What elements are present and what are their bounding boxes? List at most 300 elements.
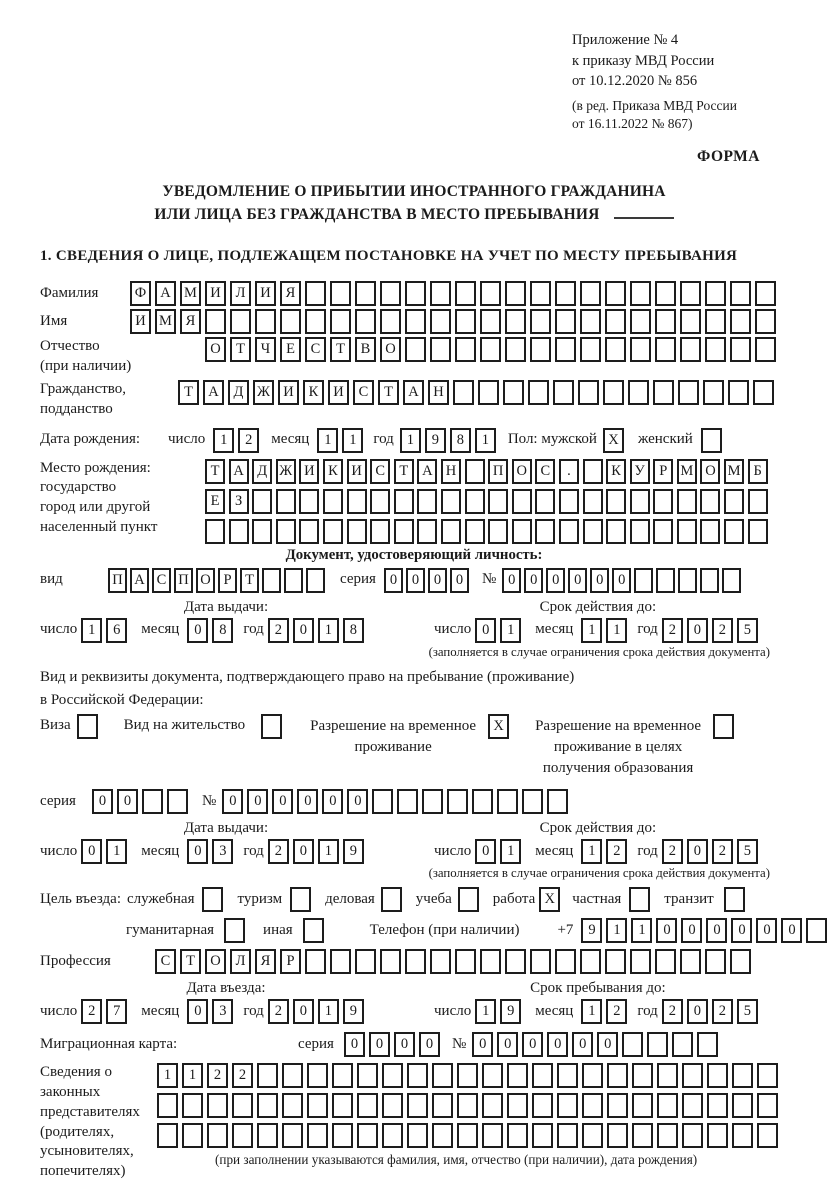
patronymic-grid-cell-10[interactable] xyxy=(430,337,451,362)
profession-grid-cell-23[interactable] xyxy=(705,949,726,974)
permit-series-grid-cell-4[interactable] xyxy=(167,789,188,814)
entry-month-grid-cell-2[interactable]: 3 xyxy=(212,999,233,1024)
representatives-grid-row1-cell-13[interactable] xyxy=(457,1063,478,1088)
patronymic-grid-cell-8[interactable]: О xyxy=(380,337,401,362)
birthplace-grid-row3-cell-3[interactable] xyxy=(252,519,272,544)
representatives-grid-row1-cell-1[interactable]: 1 xyxy=(157,1063,178,1088)
birthplace-grid-row3-cell-24[interactable] xyxy=(748,519,768,544)
permit-valid-month-grid-cell-2[interactable]: 2 xyxy=(606,839,627,864)
representatives-grid-row1-cell-25[interactable] xyxy=(757,1063,778,1088)
purpose-humanitarian-checkbox-cell-1[interactable] xyxy=(224,918,245,943)
profession-grid-cell-14[interactable] xyxy=(480,949,501,974)
profession-grid-cell-5[interactable]: Я xyxy=(255,949,276,974)
doc-number-grid-cell-9[interactable] xyxy=(678,568,697,593)
citizenship-grid-cell-24[interactable] xyxy=(753,380,774,405)
citizenship-grid-cell-10[interactable]: А xyxy=(403,380,424,405)
migration-number-grid-cell-3[interactable]: 0 xyxy=(522,1032,543,1057)
doc-issue-year-grid-cell-3[interactable]: 1 xyxy=(318,618,339,643)
permit-series-grid-cell-1[interactable]: 0 xyxy=(92,789,113,814)
surname-grid-cell-10[interactable] xyxy=(355,281,376,306)
birthplace-grid-row2-cell-20[interactable] xyxy=(653,489,673,514)
birthplace-grid-row1-cell-20[interactable]: Р xyxy=(653,459,673,484)
birthplace-grid-row2-cell-24[interactable] xyxy=(748,489,768,514)
birthplace-grid-row2-cell-3[interactable] xyxy=(252,489,272,514)
profession-grid-cell-2[interactable]: Т xyxy=(180,949,201,974)
birthplace-grid-row2-cell-5[interactable] xyxy=(299,489,319,514)
phone-grid-cell-2[interactable]: 1 xyxy=(606,918,627,943)
representatives-grid-row2-cell-5[interactable] xyxy=(257,1093,278,1118)
profession-grid-cell-22[interactable] xyxy=(680,949,701,974)
citizenship-grid-cell-9[interactable]: Т xyxy=(378,380,399,405)
stay-day-grid-cell-1[interactable]: 1 xyxy=(475,999,496,1024)
representatives-grid-row3-cell-2[interactable] xyxy=(182,1123,203,1148)
surname-grid-cell-22[interactable] xyxy=(655,281,676,306)
representatives-grid-row1-cell-24[interactable] xyxy=(732,1063,753,1088)
birthplace-grid-row3-cell-18[interactable] xyxy=(606,519,626,544)
doc-issue-year-grid-cell-4[interactable]: 8 xyxy=(343,618,364,643)
doc-valid-year-grid-cell-1[interactable]: 2 xyxy=(662,618,683,643)
profession-grid-cell-6[interactable]: Р xyxy=(280,949,301,974)
phone-grid-cell-1[interactable]: 9 xyxy=(581,918,602,943)
purpose-tourism-checkbox-cell-1[interactable] xyxy=(290,887,311,912)
surname-grid-cell-2[interactable]: А xyxy=(155,281,176,306)
permit-number-grid-cell-2[interactable]: 0 xyxy=(247,789,268,814)
purpose-work-checkbox-cell-1[interactable]: X xyxy=(539,887,560,912)
given-name-grid-cell-17[interactable] xyxy=(530,309,551,334)
permit-series-grid-cell-2[interactable]: 0 xyxy=(117,789,138,814)
representatives-grid-row3-cell-25[interactable] xyxy=(757,1123,778,1148)
permit-number-grid-cell-13[interactable] xyxy=(522,789,543,814)
birthplace-grid-row3-cell-20[interactable] xyxy=(653,519,673,544)
given-name-grid-cell-15[interactable] xyxy=(480,309,501,334)
surname-grid-cell-21[interactable] xyxy=(630,281,651,306)
representatives-grid-row3-cell-20[interactable] xyxy=(632,1123,653,1148)
birthplace-grid-row1-cell-12[interactable] xyxy=(465,459,485,484)
given-name-grid-cell-23[interactable] xyxy=(680,309,701,334)
doc-issue-month-grid-cell-1[interactable]: 0 xyxy=(187,618,208,643)
representatives-grid-row2-cell-4[interactable] xyxy=(232,1093,253,1118)
representatives-grid-row3-cell-10[interactable] xyxy=(382,1123,403,1148)
representatives-grid-row1-cell-21[interactable] xyxy=(657,1063,678,1088)
representatives-grid-row3-cell-7[interactable] xyxy=(307,1123,328,1148)
profession-grid-cell-4[interactable]: Л xyxy=(230,949,251,974)
given-name-grid-cell-1[interactable]: И xyxy=(130,309,151,334)
representatives-grid-row3-cell-18[interactable] xyxy=(582,1123,603,1148)
doc-number-grid-cell-3[interactable]: 0 xyxy=(546,568,565,593)
patronymic-grid-cell-2[interactable]: Т xyxy=(230,337,251,362)
birthplace-grid-row3-cell-16[interactable] xyxy=(559,519,579,544)
representatives-grid-row1-cell-14[interactable] xyxy=(482,1063,503,1088)
given-name-grid-cell-5[interactable] xyxy=(230,309,251,334)
birthplace-grid-row3-cell-23[interactable] xyxy=(724,519,744,544)
birthplace-grid-row1-cell-14[interactable]: О xyxy=(512,459,532,484)
profession-grid-cell-19[interactable] xyxy=(605,949,626,974)
doc-type-grid-cell-5[interactable]: О xyxy=(196,568,215,593)
birthplace-grid-row3-cell-12[interactable] xyxy=(465,519,485,544)
birthplace-grid-row1-cell-1[interactable]: Т xyxy=(205,459,225,484)
citizenship-grid-cell-13[interactable] xyxy=(478,380,499,405)
birth-day-grid-cell-1[interactable]: 1 xyxy=(213,428,234,453)
citizenship-grid-cell-1[interactable]: Т xyxy=(178,380,199,405)
permit-series-grid-cell-3[interactable] xyxy=(142,789,163,814)
permit-issue-day-grid-cell-2[interactable]: 1 xyxy=(106,839,127,864)
given-name-grid-cell-13[interactable] xyxy=(430,309,451,334)
profession-grid-cell-9[interactable] xyxy=(355,949,376,974)
given-name-grid-cell-24[interactable] xyxy=(705,309,726,334)
doc-type-grid-cell-8[interactable] xyxy=(262,568,281,593)
doc-number-grid-cell-11[interactable] xyxy=(722,568,741,593)
permit-number-grid-cell-10[interactable] xyxy=(447,789,468,814)
birthplace-grid-row2-cell-14[interactable] xyxy=(512,489,532,514)
doc-issue-month-grid-cell-2[interactable]: 8 xyxy=(212,618,233,643)
representatives-grid-row3-cell-8[interactable] xyxy=(332,1123,353,1148)
patronymic-grid-cell-18[interactable] xyxy=(630,337,651,362)
permit-issue-year-grid-cell-4[interactable]: 9 xyxy=(343,839,364,864)
given-name-grid-cell-14[interactable] xyxy=(455,309,476,334)
permit-number-grid-cell-3[interactable]: 0 xyxy=(272,789,293,814)
given-name-grid-cell-10[interactable] xyxy=(355,309,376,334)
permit-number-grid-cell-12[interactable] xyxy=(497,789,518,814)
representatives-grid-row2-cell-23[interactable] xyxy=(707,1093,728,1118)
surname-grid-cell-7[interactable]: Я xyxy=(280,281,301,306)
birthplace-grid-row1-cell-23[interactable]: М xyxy=(724,459,744,484)
birthplace-grid-row3-cell-4[interactable] xyxy=(276,519,296,544)
patronymic-grid-cell-22[interactable] xyxy=(730,337,751,362)
representatives-grid-row2-cell-16[interactable] xyxy=(532,1093,553,1118)
profession-grid-cell-12[interactable] xyxy=(430,949,451,974)
representatives-grid-row1-cell-5[interactable] xyxy=(257,1063,278,1088)
phone-grid-cell-10[interactable] xyxy=(806,918,827,943)
representatives-grid-row3-cell-1[interactable] xyxy=(157,1123,178,1148)
purpose-study-checkbox-cell-1[interactable] xyxy=(458,887,479,912)
representatives-grid-row1-cell-18[interactable] xyxy=(582,1063,603,1088)
citizenship-grid-cell-14[interactable] xyxy=(503,380,524,405)
patronymic-grid-cell-16[interactable] xyxy=(580,337,601,362)
given-name-grid-cell-8[interactable] xyxy=(305,309,326,334)
representatives-grid-row2-cell-8[interactable] xyxy=(332,1093,353,1118)
birthplace-grid-row1-cell-19[interactable]: У xyxy=(630,459,650,484)
representatives-grid-row1-cell-23[interactable] xyxy=(707,1063,728,1088)
migration-series-grid-cell-4[interactable]: 0 xyxy=(419,1032,440,1057)
representatives-grid-row2-cell-6[interactable] xyxy=(282,1093,303,1118)
birthplace-grid-row2-cell-1[interactable]: Е xyxy=(205,489,225,514)
doc-type-grid-cell-3[interactable]: С xyxy=(152,568,171,593)
representatives-grid-row3-cell-16[interactable] xyxy=(532,1123,553,1148)
birthplace-grid-row2-cell-17[interactable] xyxy=(583,489,603,514)
doc-valid-month-grid-cell-1[interactable]: 1 xyxy=(581,618,602,643)
birth-year-grid-cell-3[interactable]: 8 xyxy=(450,428,471,453)
doc-valid-day-grid-cell-2[interactable]: 1 xyxy=(500,618,521,643)
birthplace-grid-row2-cell-10[interactable] xyxy=(417,489,437,514)
representatives-grid-row3-cell-19[interactable] xyxy=(607,1123,628,1148)
entry-year-grid-cell-3[interactable]: 1 xyxy=(318,999,339,1024)
representatives-grid-row1-cell-7[interactable] xyxy=(307,1063,328,1088)
permit-issue-year-grid-cell-1[interactable]: 2 xyxy=(268,839,289,864)
birthplace-grid-row2-cell-6[interactable] xyxy=(323,489,343,514)
migration-number-grid-cell-4[interactable]: 0 xyxy=(547,1032,568,1057)
entry-year-grid-cell-1[interactable]: 2 xyxy=(268,999,289,1024)
representatives-grid-row1-cell-17[interactable] xyxy=(557,1063,578,1088)
given-name-grid-cell-4[interactable] xyxy=(205,309,226,334)
birthplace-grid-row3-cell-9[interactable] xyxy=(394,519,414,544)
birthplace-grid-row1-cell-8[interactable]: С xyxy=(370,459,390,484)
given-name-grid-cell-21[interactable] xyxy=(630,309,651,334)
entry-year-grid-cell-4[interactable]: 9 xyxy=(343,999,364,1024)
purpose-other-checkbox-cell-1[interactable] xyxy=(303,918,324,943)
doc-type-grid-cell-6[interactable]: Р xyxy=(218,568,237,593)
permit-valid-year-grid-cell-2[interactable]: 0 xyxy=(687,839,708,864)
birthplace-grid-row3-cell-19[interactable] xyxy=(630,519,650,544)
doc-valid-month-grid-cell-2[interactable]: 1 xyxy=(606,618,627,643)
representatives-grid-row2-cell-17[interactable] xyxy=(557,1093,578,1118)
profession-grid-cell-3[interactable]: О xyxy=(205,949,226,974)
migration-series-grid-cell-2[interactable]: 0 xyxy=(369,1032,390,1057)
profession-grid-cell-11[interactable] xyxy=(405,949,426,974)
surname-grid-cell-12[interactable] xyxy=(405,281,426,306)
surname-grid-cell-14[interactable] xyxy=(455,281,476,306)
patronymic-grid-cell-12[interactable] xyxy=(480,337,501,362)
birthplace-grid-row2-cell-23[interactable] xyxy=(724,489,744,514)
representatives-grid-row1-cell-12[interactable] xyxy=(432,1063,453,1088)
birthplace-grid-row2-cell-4[interactable] xyxy=(276,489,296,514)
birthplace-grid-row1-cell-22[interactable]: О xyxy=(700,459,720,484)
representatives-grid-row1-cell-20[interactable] xyxy=(632,1063,653,1088)
surname-grid-cell-15[interactable] xyxy=(480,281,501,306)
phone-grid-cell-5[interactable]: 0 xyxy=(681,918,702,943)
permit-issue-month-grid-cell-1[interactable]: 0 xyxy=(187,839,208,864)
representatives-grid-row1-cell-16[interactable] xyxy=(532,1063,553,1088)
permit-number-grid-cell-14[interactable] xyxy=(547,789,568,814)
representatives-grid-row2-cell-10[interactable] xyxy=(382,1093,403,1118)
patronymic-grid-cell-14[interactable] xyxy=(530,337,551,362)
doc-valid-year-grid-cell-4[interactable]: 5 xyxy=(737,618,758,643)
patronymic-grid-cell-19[interactable] xyxy=(655,337,676,362)
representatives-grid-row2-cell-2[interactable] xyxy=(182,1093,203,1118)
doc-series-grid-cell-3[interactable]: 0 xyxy=(428,568,447,593)
profession-grid-cell-8[interactable] xyxy=(330,949,351,974)
birthplace-grid-row1-cell-10[interactable]: А xyxy=(417,459,437,484)
birthplace-grid-row2-cell-16[interactable] xyxy=(559,489,579,514)
patronymic-grid-cell-6[interactable]: Т xyxy=(330,337,351,362)
migration-number-grid-cell-7[interactable] xyxy=(622,1032,643,1057)
given-name-grid-cell-25[interactable] xyxy=(730,309,751,334)
surname-grid-cell-20[interactable] xyxy=(605,281,626,306)
representatives-grid-row1-cell-4[interactable]: 2 xyxy=(232,1063,253,1088)
citizenship-grid-cell-17[interactable] xyxy=(578,380,599,405)
entry-year-grid-cell-2[interactable]: 0 xyxy=(293,999,314,1024)
phone-grid-cell-6[interactable]: 0 xyxy=(706,918,727,943)
birthplace-grid-row1-cell-9[interactable]: Т xyxy=(394,459,414,484)
migration-number-grid-cell-1[interactable]: 0 xyxy=(472,1032,493,1057)
given-name-grid-cell-26[interactable] xyxy=(755,309,776,334)
birthplace-grid-row2-cell-8[interactable] xyxy=(370,489,390,514)
permit-valid-year-grid-cell-1[interactable]: 2 xyxy=(662,839,683,864)
stay-day-grid-cell-2[interactable]: 9 xyxy=(500,999,521,1024)
representatives-grid-row3-cell-17[interactable] xyxy=(557,1123,578,1148)
birthplace-grid-row3-cell-21[interactable] xyxy=(677,519,697,544)
birthplace-grid-row2-cell-7[interactable] xyxy=(347,489,367,514)
representatives-grid-row2-cell-25[interactable] xyxy=(757,1093,778,1118)
birthplace-grid-row3-cell-6[interactable] xyxy=(323,519,343,544)
permit-valid-day-grid-cell-2[interactable]: 1 xyxy=(500,839,521,864)
birthplace-grid-row3-cell-22[interactable] xyxy=(700,519,720,544)
birthplace-grid-row1-cell-13[interactable]: П xyxy=(488,459,508,484)
doc-type-grid-cell-7[interactable]: Т xyxy=(240,568,259,593)
given-name-grid-cell-2[interactable]: М xyxy=(155,309,176,334)
migration-series-grid-cell-1[interactable]: 0 xyxy=(344,1032,365,1057)
permit-number-grid-cell-8[interactable] xyxy=(397,789,418,814)
doc-number-grid-cell-8[interactable] xyxy=(656,568,675,593)
representatives-grid-row2-cell-1[interactable] xyxy=(157,1093,178,1118)
birthplace-grid-row1-cell-5[interactable]: И xyxy=(299,459,319,484)
permit-issue-year-grid-cell-3[interactable]: 1 xyxy=(318,839,339,864)
patronymic-grid-cell-1[interactable]: О xyxy=(205,337,226,362)
doc-issue-year-grid-cell-2[interactable]: 0 xyxy=(293,618,314,643)
migration-number-grid-cell-5[interactable]: 0 xyxy=(572,1032,593,1057)
birth-year-grid-cell-2[interactable]: 9 xyxy=(425,428,446,453)
patronymic-grid-cell-23[interactable] xyxy=(755,337,776,362)
patronymic-grid-cell-13[interactable] xyxy=(505,337,526,362)
citizenship-grid-cell-7[interactable]: И xyxy=(328,380,349,405)
surname-grid-cell-13[interactable] xyxy=(430,281,451,306)
citizenship-grid-cell-2[interactable]: А xyxy=(203,380,224,405)
surname-grid-cell-9[interactable] xyxy=(330,281,351,306)
patronymic-grid-cell-21[interactable] xyxy=(705,337,726,362)
surname-grid-cell-17[interactable] xyxy=(530,281,551,306)
purpose-official-checkbox-cell-1[interactable] xyxy=(202,887,223,912)
surname-grid-cell-25[interactable] xyxy=(730,281,751,306)
birth-month-grid-cell-1[interactable]: 1 xyxy=(317,428,338,453)
doc-number-grid-cell-10[interactable] xyxy=(700,568,719,593)
purpose-transit-checkbox-cell-1[interactable] xyxy=(724,887,745,912)
representatives-grid-row2-cell-22[interactable] xyxy=(682,1093,703,1118)
birthplace-grid-row3-cell-14[interactable] xyxy=(512,519,532,544)
representatives-grid-row2-cell-14[interactable] xyxy=(482,1093,503,1118)
doc-valid-year-grid-cell-2[interactable]: 0 xyxy=(687,618,708,643)
representatives-grid-row2-cell-9[interactable] xyxy=(357,1093,378,1118)
stay-month-grid-cell-1[interactable]: 1 xyxy=(581,999,602,1024)
representatives-grid-row1-cell-6[interactable] xyxy=(282,1063,303,1088)
surname-grid-cell-1[interactable]: Ф xyxy=(130,281,151,306)
doc-valid-year-grid-cell-3[interactable]: 2 xyxy=(712,618,733,643)
birthplace-grid-row1-cell-11[interactable]: Н xyxy=(441,459,461,484)
purpose-private-checkbox-cell-1[interactable] xyxy=(629,887,650,912)
surname-grid-cell-4[interactable]: И xyxy=(205,281,226,306)
representatives-grid-row3-cell-21[interactable] xyxy=(657,1123,678,1148)
birth-day-grid-cell-2[interactable]: 2 xyxy=(238,428,259,453)
permit-valid-year-grid-cell-3[interactable]: 2 xyxy=(712,839,733,864)
stay-year-grid-cell-3[interactable]: 2 xyxy=(712,999,733,1024)
representatives-grid-row1-cell-11[interactable] xyxy=(407,1063,428,1088)
birthplace-grid-row2-cell-22[interactable] xyxy=(700,489,720,514)
representatives-grid-row3-cell-24[interactable] xyxy=(732,1123,753,1148)
birthplace-grid-row3-cell-5[interactable] xyxy=(299,519,319,544)
birthplace-grid-row1-cell-16[interactable]: . xyxy=(559,459,579,484)
phone-grid-cell-7[interactable]: 0 xyxy=(731,918,752,943)
birthplace-grid-row2-cell-21[interactable] xyxy=(677,489,697,514)
representatives-grid-row2-cell-15[interactable] xyxy=(507,1093,528,1118)
birthplace-grid-row1-cell-17[interactable] xyxy=(583,459,603,484)
doc-number-grid-cell-7[interactable] xyxy=(634,568,653,593)
doc-issue-day-grid-cell-2[interactable]: 6 xyxy=(106,618,127,643)
entry-day-grid-cell-2[interactable]: 7 xyxy=(106,999,127,1024)
citizenship-grid-cell-21[interactable] xyxy=(678,380,699,405)
doc-series-grid-cell-2[interactable]: 0 xyxy=(406,568,425,593)
representatives-grid-row3-cell-14[interactable] xyxy=(482,1123,503,1148)
birthplace-grid-row3-cell-2[interactable] xyxy=(229,519,249,544)
patronymic-grid-cell-4[interactable]: Е xyxy=(280,337,301,362)
profession-grid-cell-18[interactable] xyxy=(580,949,601,974)
entry-day-grid-cell-1[interactable]: 2 xyxy=(81,999,102,1024)
profession-grid-cell-24[interactable] xyxy=(730,949,751,974)
patronymic-grid-cell-11[interactable] xyxy=(455,337,476,362)
representatives-grid-row1-cell-3[interactable]: 2 xyxy=(207,1063,228,1088)
doc-type-grid-cell-2[interactable]: А xyxy=(130,568,149,593)
surname-grid-cell-18[interactable] xyxy=(555,281,576,306)
birthplace-grid-row2-cell-19[interactable] xyxy=(630,489,650,514)
birthplace-grid-row1-cell-21[interactable]: М xyxy=(677,459,697,484)
profession-grid-cell-1[interactable]: С xyxy=(155,949,176,974)
doc-series-grid-cell-4[interactable]: 0 xyxy=(450,568,469,593)
birthplace-grid-row3-cell-10[interactable] xyxy=(417,519,437,544)
birthplace-grid-row3-cell-15[interactable] xyxy=(535,519,555,544)
permit-valid-year-grid-cell-4[interactable]: 5 xyxy=(737,839,758,864)
given-name-grid-cell-9[interactable] xyxy=(330,309,351,334)
phone-grid-cell-8[interactable]: 0 xyxy=(756,918,777,943)
doc-issue-day-grid-cell-1[interactable]: 1 xyxy=(81,618,102,643)
representatives-grid-row1-cell-8[interactable] xyxy=(332,1063,353,1088)
birthplace-grid-row1-cell-24[interactable]: Б xyxy=(748,459,768,484)
birthplace-grid-row1-cell-7[interactable]: И xyxy=(347,459,367,484)
representatives-grid-row2-cell-19[interactable] xyxy=(607,1093,628,1118)
birthplace-grid-row2-cell-9[interactable] xyxy=(394,489,414,514)
given-name-grid-cell-12[interactable] xyxy=(405,309,426,334)
migration-number-grid-cell-10[interactable] xyxy=(697,1032,718,1057)
profession-grid-cell-21[interactable] xyxy=(655,949,676,974)
birthplace-grid-row2-cell-13[interactable] xyxy=(488,489,508,514)
representatives-grid-row1-cell-10[interactable] xyxy=(382,1063,403,1088)
permit-number-grid-cell-4[interactable]: 0 xyxy=(297,789,318,814)
citizenship-grid-cell-16[interactable] xyxy=(553,380,574,405)
representatives-grid-row2-cell-18[interactable] xyxy=(582,1093,603,1118)
surname-grid-cell-16[interactable] xyxy=(505,281,526,306)
patronymic-grid-cell-9[interactable] xyxy=(405,337,426,362)
representatives-grid-row1-cell-22[interactable] xyxy=(682,1063,703,1088)
birth-month-grid-cell-2[interactable]: 1 xyxy=(342,428,363,453)
birthplace-grid-row1-cell-6[interactable]: К xyxy=(323,459,343,484)
representatives-grid-row3-cell-23[interactable] xyxy=(707,1123,728,1148)
stay-month-grid-cell-2[interactable]: 2 xyxy=(606,999,627,1024)
given-name-grid-cell-22[interactable] xyxy=(655,309,676,334)
doc-number-grid-cell-2[interactable]: 0 xyxy=(524,568,543,593)
birthplace-grid-row1-cell-3[interactable]: Д xyxy=(252,459,272,484)
visa-checkbox-cell-1[interactable] xyxy=(77,714,98,739)
surname-grid-cell-24[interactable] xyxy=(705,281,726,306)
profession-grid-cell-10[interactable] xyxy=(380,949,401,974)
doc-number-grid-cell-5[interactable]: 0 xyxy=(590,568,609,593)
representatives-grid-row2-cell-3[interactable] xyxy=(207,1093,228,1118)
profession-grid-cell-15[interactable] xyxy=(505,949,526,974)
representatives-grid-row1-cell-9[interactable] xyxy=(357,1063,378,1088)
surname-grid-cell-11[interactable] xyxy=(380,281,401,306)
given-name-grid-cell-18[interactable] xyxy=(555,309,576,334)
representatives-grid-row3-cell-22[interactable] xyxy=(682,1123,703,1148)
doc-series-grid-cell-1[interactable]: 0 xyxy=(384,568,403,593)
phone-grid-cell-4[interactable]: 0 xyxy=(656,918,677,943)
permit-number-grid-cell-5[interactable]: 0 xyxy=(322,789,343,814)
surname-grid-cell-3[interactable]: М xyxy=(180,281,201,306)
migration-number-grid-cell-9[interactable] xyxy=(672,1032,693,1057)
